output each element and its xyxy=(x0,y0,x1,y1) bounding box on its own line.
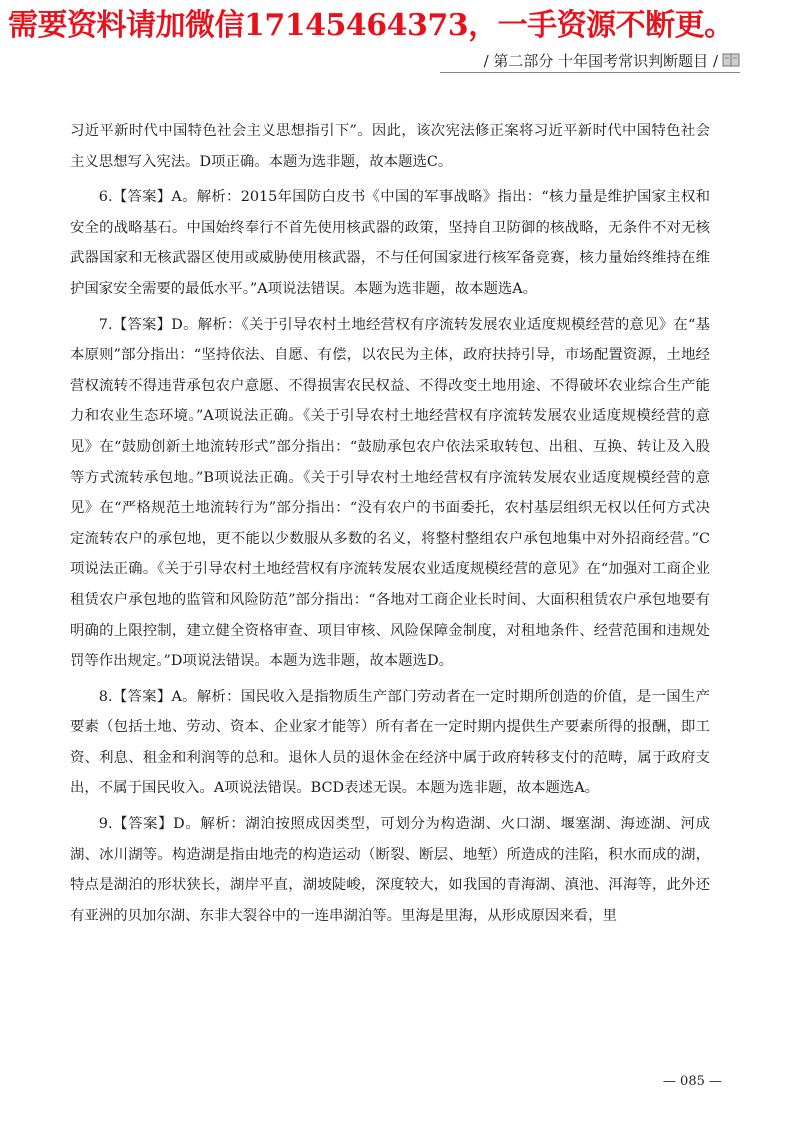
header-rule xyxy=(440,72,740,73)
watermark-banner: 需要资料请加微信17145464373，一手资源不断更。 xyxy=(8,8,734,43)
answer-text-body xyxy=(70,116,710,936)
answer-6: 6.【答案】A。解析：2015年国防白皮书《中国的军事战略》指出：“核力量是维护国家主权和安全的战略基石。中国始终奉行不首先使用核武器的政策，坚持自卫防御的核战略，无条件不对无核武器国家和无核武器区使用或威胁使用核武器，不与任何国家进行核军备竞赛，核力量始终维持在维护国家安全需要的最低水平。”A项说法错误。本题为选非题，故本题选A。 xyxy=(70,189,710,297)
running-head: / 第二部分 十年国考常识判断题目 / xyxy=(483,52,718,70)
page-number: — 085 — xyxy=(662,1074,722,1089)
paragraph-continuation: 习近平新时代中国特色社会主义思想指引下”。因此，该次宪法修正案将习近平新时代中国特色社会主义思想写入宪法。D项正确。本题为选非题，故本题选C。 xyxy=(70,123,710,170)
answer-8: 8.【答案】A。解析：国民收入是指物质生产部门劳动者在一定时期所创造的价值，是一国生产要素（包括土地、劳动、资本、企业家才能等）所有者在一定时期内提供生产要素所得的报酬，即工资、利息、租金和利润等的总和。退休人员的退休金在经济中属于政府转移支付的范畴，属于政府支出，不属于国民收入。A项说法错误。BCD表述无误。本题为选非题，故本题选A。 xyxy=(70,688,710,797)
book-icon xyxy=(722,52,740,68)
answer-7: 7.【答案】D。解析：《关于引导农村土地经营权有序流转发展农业适度规模经营的意见》在“基本原则”部分指出：“坚持依法、自愿、有偿，以农民为主体，政府扶持引导，市场配置资源，土地经营权流转不得违背承包农户意愿、不得损害农民权益、不得改变土地用途、不得破坏农业综合生产能力和农业生态环境。”A项说法正确。《关于引导农村土地经营权有序流转发展农业适度规模经营的意见》在“鼓励创新土地流转形式”部分指出：“鼓励承包农户依法采取转包、出租、互换、转让及入股等方式流转承包地。”B项说法正确。《关于引导农村土地经营权有序流转发展农业适度规模经营的意见》在“严格规范土地流转行为”部分指出：“没有农户的书面委托，农村基层组织无权以任何方式决定流转农户的承包地，更不能以少数服从多数的名义，将整村整组农户承包地集中对外招商经营。”C项说法正确。《关于引导农村土地经营权有序流转发展农业适度规模经营的意见》在“加强对工商企业租赁农户承包地的监管和风险防范”部分指出：“各地对工商企业长时间、大面积租赁农户承包地要有明确的上限控制，建立健全资格审查、项目审核、风险保障金制度，对租地条件、经营范围和违规处罚等作出规定。”D项说法错误。本题为选非题，故本题选D。 xyxy=(70,316,710,670)
answer-9: 9.【答案】D。解析：湖泊按照成因类型，可划分为构造湖、火口湖、堰塞湖、海迹湖、河成湖、冰川湖等。构造湖是指由地壳的构造运动（断裂、断层、地堑）所造成的洼陷，积水而成的湖，特点是湖泊的形状狭长，湖岸平直，湖坡陡峻，深度较大，如我国的青海湖、滇池、洱海等，此外还有亚洲的贝加尔湖、东非大裂谷中的一连串湖泊等。里海是里海，从形成原因来看，里 xyxy=(70,816,710,924)
